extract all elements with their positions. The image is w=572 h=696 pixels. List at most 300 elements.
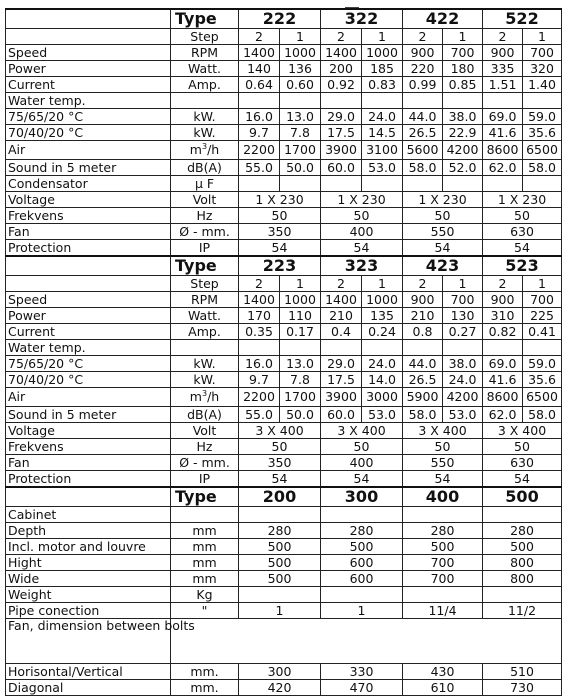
condensator-blank bbox=[239, 176, 280, 192]
current-row-label: Current bbox=[6, 324, 171, 340]
speed-row-value: 1000 bbox=[362, 292, 403, 308]
speed-row-value: 700 bbox=[523, 45, 562, 61]
speed-row-unit: RPM bbox=[171, 292, 239, 308]
depth-row bbox=[6, 523, 562, 539]
temp-70-row-value: 35.6 bbox=[523, 125, 562, 141]
temp-75-row bbox=[6, 109, 562, 125]
water-temp-row-blank bbox=[239, 93, 280, 109]
wide-row-value: 600 bbox=[321, 571, 403, 587]
air-row-value: 8600 bbox=[483, 388, 523, 407]
water-temp-row-blank bbox=[321, 340, 362, 356]
power-row-value: 200 bbox=[321, 61, 362, 77]
voltage-row-unit: Volt bbox=[171, 192, 239, 208]
spec-table bbox=[5, 8, 562, 696]
cabinet-label: Cabinet bbox=[6, 507, 171, 523]
temp-75-row-value: 44.0 bbox=[403, 356, 443, 372]
power-row-value: 185 bbox=[362, 61, 403, 77]
protection-row bbox=[6, 240, 562, 257]
step-value: 1 bbox=[280, 29, 321, 45]
fan-dimension-row bbox=[6, 619, 562, 664]
sound-row-value: 52.0 bbox=[443, 160, 483, 176]
air-row bbox=[6, 388, 562, 407]
diagonal-row-unit: mm. bbox=[171, 680, 239, 696]
wide-row-label: Wide bbox=[6, 571, 171, 587]
current-row-value: 0.60 bbox=[280, 77, 321, 93]
fan-row-value: 400 bbox=[321, 455, 403, 471]
power-row-value: 220 bbox=[403, 61, 443, 77]
protection-row-unit: IP bbox=[171, 240, 239, 257]
voltage-row-value: 3 X 400 bbox=[403, 423, 483, 439]
spec-sheet bbox=[5, 8, 561, 696]
fan-row-value: 400 bbox=[321, 224, 403, 240]
step-row-unit: Step bbox=[171, 276, 239, 292]
temp-75-row-label: 75/65/20 °C bbox=[6, 356, 171, 372]
weight-row-value bbox=[483, 587, 562, 603]
power-row bbox=[6, 308, 562, 324]
model-number: 200 bbox=[239, 487, 321, 507]
air-row-unit bbox=[171, 141, 239, 160]
diagonal-row-value: 730 bbox=[483, 680, 562, 696]
pipe-row-label: Pipe conection bbox=[6, 603, 171, 619]
air-row-value: 3000 bbox=[362, 388, 403, 407]
water-temp-row-blank bbox=[280, 340, 321, 356]
water-temp-row-unit bbox=[171, 340, 239, 356]
temp-70-row-unit: kW. bbox=[171, 125, 239, 141]
step-row bbox=[6, 29, 562, 45]
temp-75-row-value: 24.0 bbox=[362, 356, 403, 372]
water-temp-row bbox=[6, 340, 562, 356]
power-row-value: 335 bbox=[483, 61, 523, 77]
condensator-blank bbox=[321, 176, 362, 192]
current-row-value: 1.40 bbox=[523, 77, 562, 93]
sound-row-value: 58.0 bbox=[403, 407, 443, 423]
condensator-blank bbox=[280, 176, 321, 192]
step-value: 1 bbox=[362, 276, 403, 292]
temp-70-row-value: 7.8 bbox=[280, 372, 321, 388]
diagonal-row-label: Diagonal bbox=[6, 680, 171, 696]
fan-row-label: Fan bbox=[6, 224, 171, 240]
diagonal-row bbox=[6, 680, 562, 696]
model-number: 400 bbox=[403, 487, 483, 507]
speed-row-label: Speed bbox=[6, 45, 171, 61]
water-temp-row-blank bbox=[403, 340, 443, 356]
wide-row-value: 500 bbox=[239, 571, 321, 587]
sound-row-label: Sound in 5 meter bbox=[6, 407, 171, 423]
air-unit-rest: /h bbox=[207, 389, 220, 404]
pipe-row-value: 1 bbox=[239, 603, 321, 619]
sound-row-value: 62.0 bbox=[483, 407, 523, 423]
voltage-row-value: 1 X 230 bbox=[321, 192, 403, 208]
voltage-row bbox=[6, 192, 562, 208]
temp-75-row-value: 59.0 bbox=[523, 356, 562, 372]
incl-motor-row-value: 500 bbox=[483, 539, 562, 555]
frekvens-row-value: 50 bbox=[403, 439, 483, 455]
cabinet-blank bbox=[239, 507, 321, 523]
fan-dimension-label: Fan, dimension between bolts bbox=[6, 619, 171, 664]
protection-row-value: 54 bbox=[239, 240, 321, 257]
sound-row-value: 50.0 bbox=[280, 407, 321, 423]
step-value: 2 bbox=[483, 29, 523, 45]
air-unit-base: m bbox=[189, 142, 202, 157]
air-row-value: 2200 bbox=[239, 388, 280, 407]
air-row-value: 3900 bbox=[321, 388, 362, 407]
type-label: Type bbox=[171, 256, 239, 276]
diagonal-row-value: 610 bbox=[403, 680, 483, 696]
speed-row-value: 900 bbox=[403, 45, 443, 61]
power-row-unit: Watt. bbox=[171, 61, 239, 77]
pipe-row-value: 11/2 bbox=[483, 603, 562, 619]
weight-row-unit: Kg bbox=[171, 587, 239, 603]
air-row bbox=[6, 141, 562, 160]
horisontal-row-value: 510 bbox=[483, 664, 562, 680]
water-temp-row-blank bbox=[483, 340, 523, 356]
step-value: 1 bbox=[443, 276, 483, 292]
model-number: 322 bbox=[321, 9, 403, 29]
temp-70-row bbox=[6, 125, 562, 141]
current-row-value: 0.83 bbox=[362, 77, 403, 93]
depth-row-value: 280 bbox=[483, 523, 562, 539]
temp-75-row-value: 44.0 bbox=[403, 109, 443, 125]
step-value: 2 bbox=[483, 276, 523, 292]
water-temp-row-blank bbox=[523, 340, 562, 356]
condensator-unit: μ F bbox=[171, 176, 239, 192]
air-row-value: 5900 bbox=[403, 388, 443, 407]
air-row-value: 8600 bbox=[483, 141, 523, 160]
cabinet-blank bbox=[403, 507, 483, 523]
air-unit-rest: /h bbox=[207, 142, 220, 157]
water-temp-row-blank bbox=[362, 340, 403, 356]
step-value: 1 bbox=[280, 276, 321, 292]
water-temp-row-blank bbox=[443, 340, 483, 356]
fan-row-value: 350 bbox=[239, 455, 321, 471]
step-value: 1 bbox=[523, 29, 562, 45]
voltage-row-value: 3 X 400 bbox=[239, 423, 321, 439]
protection-row-value: 54 bbox=[483, 471, 562, 488]
air-row-value: 3100 bbox=[362, 141, 403, 160]
horisontal-row-value: 430 bbox=[403, 664, 483, 680]
current-row-value: 0.17 bbox=[280, 324, 321, 340]
temp-70-row-value: 41.6 bbox=[483, 125, 523, 141]
protection-row-value: 54 bbox=[321, 471, 403, 488]
temp-75-row-value: 69.0 bbox=[483, 356, 523, 372]
frekvens-row-value: 50 bbox=[321, 208, 403, 224]
weight-row bbox=[6, 587, 562, 603]
speed-row bbox=[6, 45, 562, 61]
model-number: 323 bbox=[321, 256, 403, 276]
weight-row-value bbox=[321, 587, 403, 603]
condensator-blank bbox=[362, 176, 403, 192]
temp-75-row-value: 29.0 bbox=[321, 109, 362, 125]
step-value: 2 bbox=[321, 276, 362, 292]
temp-75-row-value: 16.0 bbox=[239, 356, 280, 372]
air-row-value: 4200 bbox=[443, 141, 483, 160]
depth-row-value: 280 bbox=[321, 523, 403, 539]
air-row-value: 4200 bbox=[443, 388, 483, 407]
type-row-blank bbox=[6, 9, 171, 29]
speed-row-value: 700 bbox=[443, 45, 483, 61]
sound-row-value: 55.0 bbox=[239, 407, 280, 423]
sound-row-value: 62.0 bbox=[483, 160, 523, 176]
hight-row-value: 600 bbox=[321, 555, 403, 571]
step-value: 2 bbox=[239, 276, 280, 292]
temp-75-row-value: 24.0 bbox=[362, 109, 403, 125]
voltage-row-value: 3 X 400 bbox=[321, 423, 403, 439]
speed-row-value: 1000 bbox=[280, 45, 321, 61]
temp-70-row-value: 7.8 bbox=[280, 125, 321, 141]
air-row-label: Air bbox=[6, 388, 171, 407]
frekvens-row-value: 50 bbox=[321, 439, 403, 455]
sound-row-value: 53.0 bbox=[443, 407, 483, 423]
frekvens-row bbox=[6, 208, 562, 224]
incl-motor-row-unit: mm bbox=[171, 539, 239, 555]
sound-row-value: 50.0 bbox=[280, 160, 321, 176]
power-row bbox=[6, 61, 562, 77]
voltage-row-value: 3 X 400 bbox=[483, 423, 562, 439]
step-value: 1 bbox=[443, 29, 483, 45]
hight-row-value: 500 bbox=[239, 555, 321, 571]
temp-75-row bbox=[6, 356, 562, 372]
protection-row bbox=[6, 471, 562, 488]
model-number: 300 bbox=[321, 487, 403, 507]
current-row-value: 0.4 bbox=[321, 324, 362, 340]
current-row-value: 0.27 bbox=[443, 324, 483, 340]
hight-row bbox=[6, 555, 562, 571]
fan-row bbox=[6, 455, 562, 471]
incl-motor-row-value: 500 bbox=[239, 539, 321, 555]
model-number: 523 bbox=[483, 256, 562, 276]
air-row-value: 2200 bbox=[239, 141, 280, 160]
wide-row-value: 800 bbox=[483, 571, 562, 587]
fan-dimension-blank bbox=[171, 619, 562, 664]
sound-row-value: 55.0 bbox=[239, 160, 280, 176]
wide-row-unit: mm bbox=[171, 571, 239, 587]
hight-row-value: 700 bbox=[403, 555, 483, 571]
temp-70-row-value: 9.7 bbox=[239, 125, 280, 141]
speed-row-value: 700 bbox=[443, 292, 483, 308]
speed-row-value: 1400 bbox=[239, 292, 280, 308]
temp-70-row-value: 24.0 bbox=[443, 372, 483, 388]
scan-fragment-mark bbox=[345, 0, 359, 8]
incl-motor-row bbox=[6, 539, 562, 555]
power-row-value: 210 bbox=[403, 308, 443, 324]
cabinet-label-row bbox=[6, 507, 562, 523]
air-row-value: 6500 bbox=[523, 388, 562, 407]
current-row-value: 0.99 bbox=[403, 77, 443, 93]
frekvens-row-value: 50 bbox=[239, 208, 321, 224]
sound-row-label: Sound in 5 meter bbox=[6, 160, 171, 176]
temp-70-row-unit: kW. bbox=[171, 372, 239, 388]
sound-row-unit: dB(A) bbox=[171, 160, 239, 176]
protection-row-value: 54 bbox=[403, 240, 483, 257]
speed-row-unit: RPM bbox=[171, 45, 239, 61]
protection-row-label: Protection bbox=[6, 240, 171, 257]
sound-row-value: 53.0 bbox=[362, 160, 403, 176]
step-value: 2 bbox=[403, 276, 443, 292]
frekvens-row bbox=[6, 439, 562, 455]
pipe-row-value: 1 bbox=[321, 603, 403, 619]
temp-70-row-label: 70/40/20 °C bbox=[6, 125, 171, 141]
condensator-blank bbox=[403, 176, 443, 192]
air-row-unit bbox=[171, 388, 239, 407]
voltage-row-label: Voltage bbox=[6, 192, 171, 208]
model-number: 423 bbox=[403, 256, 483, 276]
frekvens-row-unit: Hz bbox=[171, 208, 239, 224]
step-value: 2 bbox=[403, 29, 443, 45]
step-value: 1 bbox=[362, 29, 403, 45]
air-unit-sup: 3 bbox=[201, 141, 208, 151]
frekvens-row-value: 50 bbox=[483, 208, 562, 224]
temp-70-row-value: 35.6 bbox=[523, 372, 562, 388]
current-row-value: 0.92 bbox=[321, 77, 362, 93]
speed-row-value: 1000 bbox=[362, 45, 403, 61]
temp-75-row-unit: kW. bbox=[171, 356, 239, 372]
power-row-value: 210 bbox=[321, 308, 362, 324]
speed-row-value: 900 bbox=[403, 292, 443, 308]
fan-row-label: Fan bbox=[6, 455, 171, 471]
temp-70-row-value: 17.5 bbox=[321, 125, 362, 141]
protection-row-value: 54 bbox=[239, 471, 321, 488]
model-number: 500 bbox=[483, 487, 562, 507]
current-row-value: 0.85 bbox=[443, 77, 483, 93]
depth-row-unit: mm bbox=[171, 523, 239, 539]
speed-row-value: 900 bbox=[483, 45, 523, 61]
voltage-row-value: 1 X 230 bbox=[239, 192, 321, 208]
temp-70-row-value: 26.5 bbox=[403, 372, 443, 388]
depth-row-value: 280 bbox=[403, 523, 483, 539]
protection-row-value: 54 bbox=[403, 471, 483, 488]
temp-70-row-value: 41.6 bbox=[483, 372, 523, 388]
type-row-blank bbox=[6, 256, 171, 276]
current-row-value: 0.8 bbox=[403, 324, 443, 340]
model-number: 222 bbox=[239, 9, 321, 29]
voltage-row-unit: Volt bbox=[171, 423, 239, 439]
type-row bbox=[6, 256, 562, 276]
fan-row-value: 630 bbox=[483, 455, 562, 471]
type-label: Type bbox=[171, 9, 239, 29]
current-row-unit: Amp. bbox=[171, 324, 239, 340]
horisontal-row-unit: mm. bbox=[171, 664, 239, 680]
air-row-value: 6500 bbox=[523, 141, 562, 160]
protection-row-value: 54 bbox=[483, 240, 562, 257]
fan-row-unit: Ø - mm. bbox=[171, 224, 239, 240]
weight-row-label: Weight bbox=[6, 587, 171, 603]
speed-row-value: 900 bbox=[483, 292, 523, 308]
cabinet-label-unit bbox=[171, 507, 239, 523]
sound-row-value: 58.0 bbox=[523, 407, 562, 423]
power-row-value: 170 bbox=[239, 308, 280, 324]
frekvens-row-value: 50 bbox=[239, 439, 321, 455]
speed-row-value: 700 bbox=[523, 292, 562, 308]
model-number: 223 bbox=[239, 256, 321, 276]
current-row-unit: Amp. bbox=[171, 77, 239, 93]
current-row-value: 0.24 bbox=[362, 324, 403, 340]
air-row-value: 5600 bbox=[403, 141, 443, 160]
temp-70-row-value: 9.7 bbox=[239, 372, 280, 388]
current-row-value: 0.64 bbox=[239, 77, 280, 93]
model-number: 522 bbox=[483, 9, 562, 29]
temp-75-row-value: 38.0 bbox=[443, 356, 483, 372]
step-value: 2 bbox=[239, 29, 280, 45]
power-row-value: 140 bbox=[239, 61, 280, 77]
temp-70-row-value: 22.9 bbox=[443, 125, 483, 141]
temp-75-row-value: 69.0 bbox=[483, 109, 523, 125]
incl-motor-row-value: 500 bbox=[403, 539, 483, 555]
voltage-row-label: Voltage bbox=[6, 423, 171, 439]
condensator-blank bbox=[483, 176, 523, 192]
current-row-value: 0.41 bbox=[523, 324, 562, 340]
temp-75-row-value: 16.0 bbox=[239, 109, 280, 125]
voltage-row-value: 1 X 230 bbox=[483, 192, 562, 208]
water-temp-row-label: Water temp. bbox=[6, 340, 171, 356]
protection-row-label: Protection bbox=[6, 471, 171, 488]
sound-row-value: 60.0 bbox=[321, 407, 362, 423]
temp-70-row-label: 70/40/20 °C bbox=[6, 372, 171, 388]
wide-row bbox=[6, 571, 562, 587]
power-row-label: Power bbox=[6, 308, 171, 324]
temp-70-row-value: 26.5 bbox=[403, 125, 443, 141]
temp-70-row-value: 14.5 bbox=[362, 125, 403, 141]
fan-row bbox=[6, 224, 562, 240]
frekvens-row-label: Frekvens bbox=[6, 439, 171, 455]
current-row-label: Current bbox=[6, 77, 171, 93]
power-row-value: 130 bbox=[443, 308, 483, 324]
frekvens-row-label: Frekvens bbox=[6, 208, 171, 224]
step-value: 2 bbox=[321, 29, 362, 45]
temp-75-row-unit: kW. bbox=[171, 109, 239, 125]
fan-row-unit: Ø - mm. bbox=[171, 455, 239, 471]
power-row-value: 180 bbox=[443, 61, 483, 77]
sound-row-value: 58.0 bbox=[523, 160, 562, 176]
air-row-value: 3900 bbox=[321, 141, 362, 160]
power-row-value: 320 bbox=[523, 61, 562, 77]
current-row bbox=[6, 77, 562, 93]
condensator-blank bbox=[523, 176, 562, 192]
temp-70-row-value: 17.5 bbox=[321, 372, 362, 388]
condensator-label: Condensator bbox=[6, 176, 171, 192]
temp-75-row-value: 38.0 bbox=[443, 109, 483, 125]
temp-75-row-value: 59.0 bbox=[523, 109, 562, 125]
step-row-unit: Step bbox=[171, 29, 239, 45]
speed-row-value: 1400 bbox=[321, 292, 362, 308]
cabinet-blank bbox=[321, 507, 403, 523]
depth-row-value: 280 bbox=[239, 523, 321, 539]
sound-row-value: 53.0 bbox=[362, 407, 403, 423]
pipe-row-unit: " bbox=[171, 603, 239, 619]
power-row-unit: Watt. bbox=[171, 308, 239, 324]
current-row-value: 1.51 bbox=[483, 77, 523, 93]
step-row bbox=[6, 276, 562, 292]
current-row-value: 0.82 bbox=[483, 324, 523, 340]
horisontal-row-value: 330 bbox=[321, 664, 403, 680]
water-temp-row-blank bbox=[483, 93, 523, 109]
speed-row bbox=[6, 292, 562, 308]
cabinet-type-row bbox=[6, 487, 562, 507]
air-unit-base: m bbox=[189, 389, 202, 404]
fan-row-value: 350 bbox=[239, 224, 321, 240]
spec-table-body bbox=[6, 9, 562, 696]
pipe-row-value: 11/4 bbox=[403, 603, 483, 619]
speed-row-label: Speed bbox=[6, 292, 171, 308]
temp-75-row-label: 75/65/20 °C bbox=[6, 109, 171, 125]
air-row-label: Air bbox=[6, 141, 171, 160]
type-label: Type bbox=[171, 487, 239, 507]
water-temp-row-blank bbox=[239, 340, 280, 356]
pipe-row bbox=[6, 603, 562, 619]
temp-75-row-value: 29.0 bbox=[321, 356, 362, 372]
sound-row bbox=[6, 407, 562, 423]
frekvens-row-value: 50 bbox=[483, 439, 562, 455]
power-row-value: 310 bbox=[483, 308, 523, 324]
